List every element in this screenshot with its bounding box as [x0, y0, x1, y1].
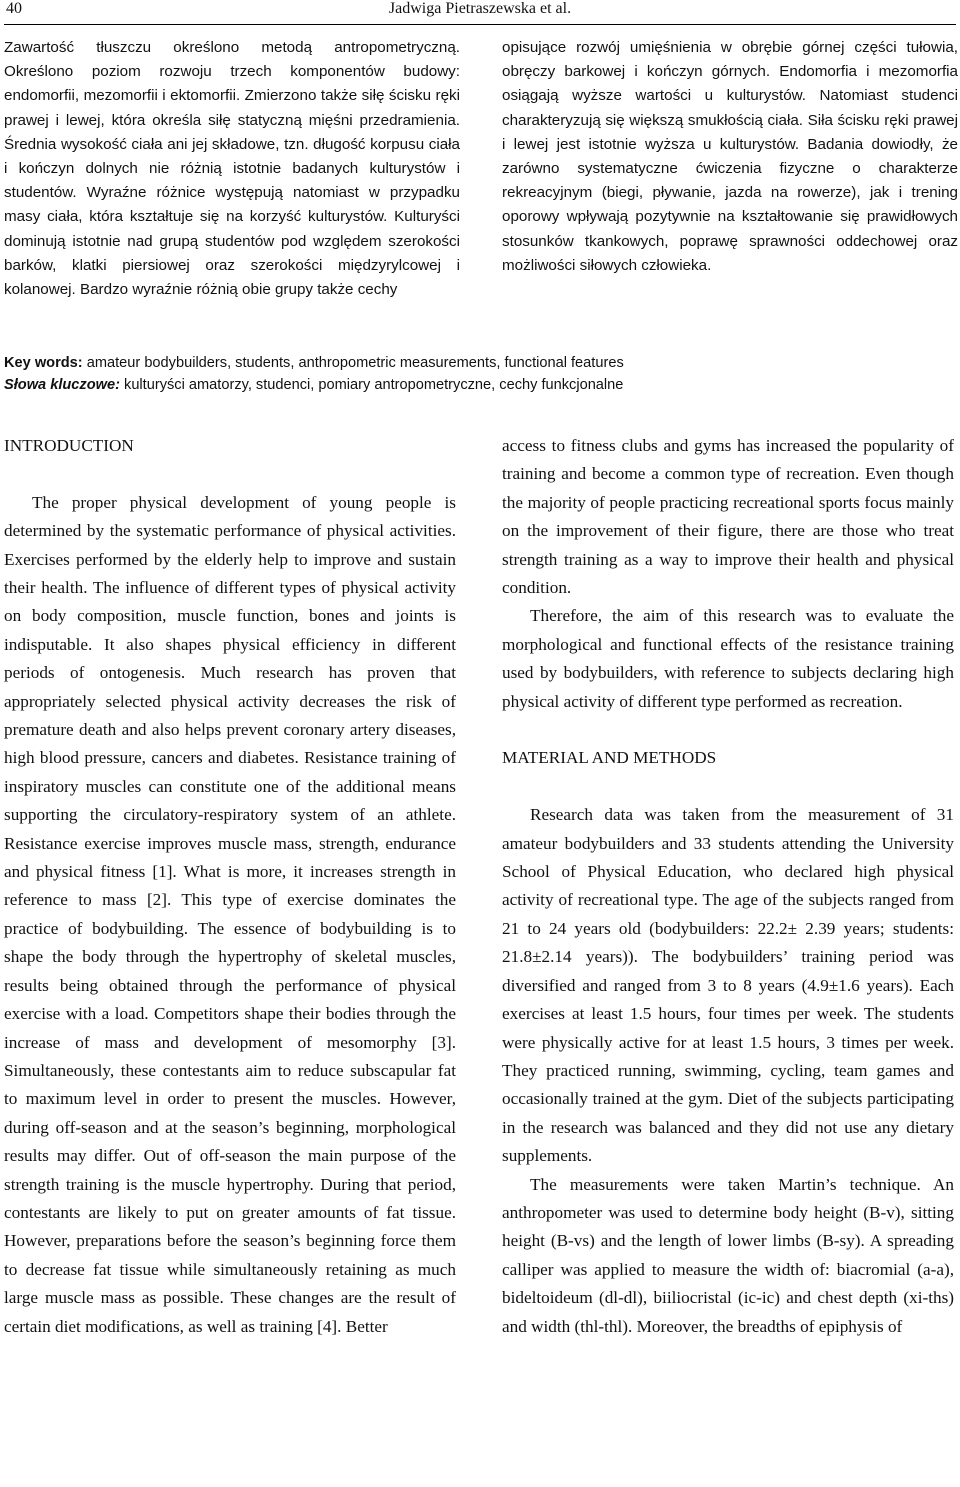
introduction-paragraph-1-continued: access to fitness clubs and gyms has increased the popularity of training and become a common type of recreation. Even though the majority of people practicing recreational sports focus mainly on the improvement of their figure, there are those who treat strength training as a way to improve their health and physical condition.	[502, 436, 954, 598]
body-column-right	[502, 432, 954, 1341]
abstract-text-left: Zawartość tłuszczu określono metodą antropometryczną. Określono poziom rozwoju trzech komponentów budowy: endomorfii, mezomorfii i ektomorfii. Zmierzono także siłę ścisku ręki prawej i lewej, która określa siłę statyczną mięśni przedramienia. Średnia wysokość ciała ani jej składowe, tzn. długość korpusu ciała i kończyn dolnych nie różnią istotnie badanych kulturystów i studentów. Wyraźne różnice występują natomiast w przypadku masy ciała, która kształtuje się na korzyść kulturystów. Kulturyści dominują istotnie nad grupą studentów pod względem szerokości barków, klatki piersiowej oraz szerokości międzyrylcowej i kolanowej. Bardzo wyraźnie różnią obie grupy także cechy	[4, 39, 460, 299]
keywords-english	[4, 352, 954, 374]
keywords-english-label: Key words:	[4, 355, 83, 371]
keywords-polish	[4, 374, 954, 396]
abstract-column-right	[502, 36, 958, 278]
running-title-authors: Jadwiga Pietraszewska et al.	[388, 0, 572, 17]
keywords-polish-text: kulturyści amatorzy, studenci, pomiary antropometryczne, cechy funkcjonalne	[119, 377, 624, 393]
abstract-text-right: opisujące rozwój umięśnienia w obrębie górnej części tułowia, obręczy barkowej i kończyn górnych. Endomorfia i mezomorfia osiągają wyższe wartości u kulturystów. Natomiast studenci charakteryzują się większą smukłością ciała. Siła ścisku ręki prawej i lewej jest istotnie wyższa u kulturystów. Badania dowiodły, że zarówno systematyczne ćwiczenia fizyczne o charakterze rekreacyjnym (biegi, pływanie, jazda na rowerze), jak i trening oporowy wpływają pozytywnie na kształtowanie się prawidłowych stosunków tkankowych, poprawę sprawności oddechowej oraz możliwości siłowych człowieka.	[502, 39, 958, 274]
keywords-polish-label: Słowa kluczowe:	[4, 377, 120, 393]
keywords-block	[4, 352, 954, 396]
body-column-left	[4, 432, 456, 1341]
methods-paragraph-2: The measurements were taken Martin’s technique. An anthropometer was used to determine body height (B-v), sitting height (B-vs) and the length of lower limbs (B-sy). A spreading calliper was applied to measure the width of: biacromial (a-a), bideltoideum (dl-dl), biiliocristal (ic-ic) and chest depth (xi-ths) and width (thl-thl). Moreover, the breadths of epiphysis of	[502, 1174, 954, 1336]
abstract-column-left	[4, 36, 460, 302]
introduction-paragraph-2: Therefore, the aim of this research was to evaluate the morphological and functional effects of the resistance training used by bodybuilders, with reference to subjects declaring high physical activity of different type performed as recreation.	[502, 606, 954, 711]
keywords-english-text: amateur bodybuilders, students, anthropometric measurements, functional features	[82, 355, 624, 371]
methods-paragraph-1: Research data was taken from the measurement of 31 amateur bodybuilders and 33 students attending the University School of Physical Education, who declared high physical activity of recreational type. The age of the subjects ranged from 21 to 24 years old (bodybuilders: 22.2± 2.39 years; students: 21.8±2.14 years)). The bodybuilders’ training period was diversified and ranged from 3 to 8 years (4.9±1.6 years). Each exercises at least 1.5 hours, four times per week. The students were physically active for at least 1.5 hours, 3 times per week. They practiced running, swimming, cycling, team games and occasionally trained at the gym. Diet of the subjects participating in the research was balanced and they did not use any dietary supplements.	[502, 805, 954, 1166]
running-header	[4, 0, 956, 25]
page-number: 40	[6, 0, 22, 17]
spacer	[4, 460, 456, 488]
spacer	[502, 773, 954, 801]
methods-heading: MATERIAL AND METHODS	[502, 748, 717, 768]
introduction-paragraph-1: The proper physical development of young people is determined by the systematic performance of physical activities. Exercises performed by the elderly help to improve and sustain their health. The influence of different types of physical activity on body composition, muscle function, bones and joints is indisputable. It also shapes physical efficiency in different periods of ontogenesis. Much research has proven that appropriately selected physical activity decreases the risk of premature death and also helps prevent coronary artery diseases, high blood pressure, cancers and diabetes. Resistance training of inspiratory muscles can constitute one of the additional means supporting the circulatory-respiratory system of an athlete. Resistance exercise improves muscle mass, strength, endurance and physical fitness [1]. What is more, it increases strength in reference to mass [2]. This type of exercise dominates the practice of bodybuilding. The essence of bodybuilding is to shape the body through the hypertrophy of skeletal muscles, results being obtained through the performance of physical exercise with a load. Competitors shape their bodies through the increase of mass and development of mesomorphy [3]. Simultaneously, these contestants aim to reduce subscapular fat to maximum level in order to present the muscles. However, during off-season and at the season’s beginning, morphological results may differ. Out of off-season the main purpose of the strength training is the muscle hypertrophy. During that period, contestants are likely to put on greater amounts of fat tissue. However, preparations before the season’s beginning force them to decrease fat tissue while simultaneously retaining as much large muscle mass as possible. These changes are the result of certain diet modifications, as well as training [4]. Better	[4, 492, 456, 1336]
introduction-heading: INTRODUCTION	[4, 436, 134, 455]
spacer	[502, 716, 954, 744]
